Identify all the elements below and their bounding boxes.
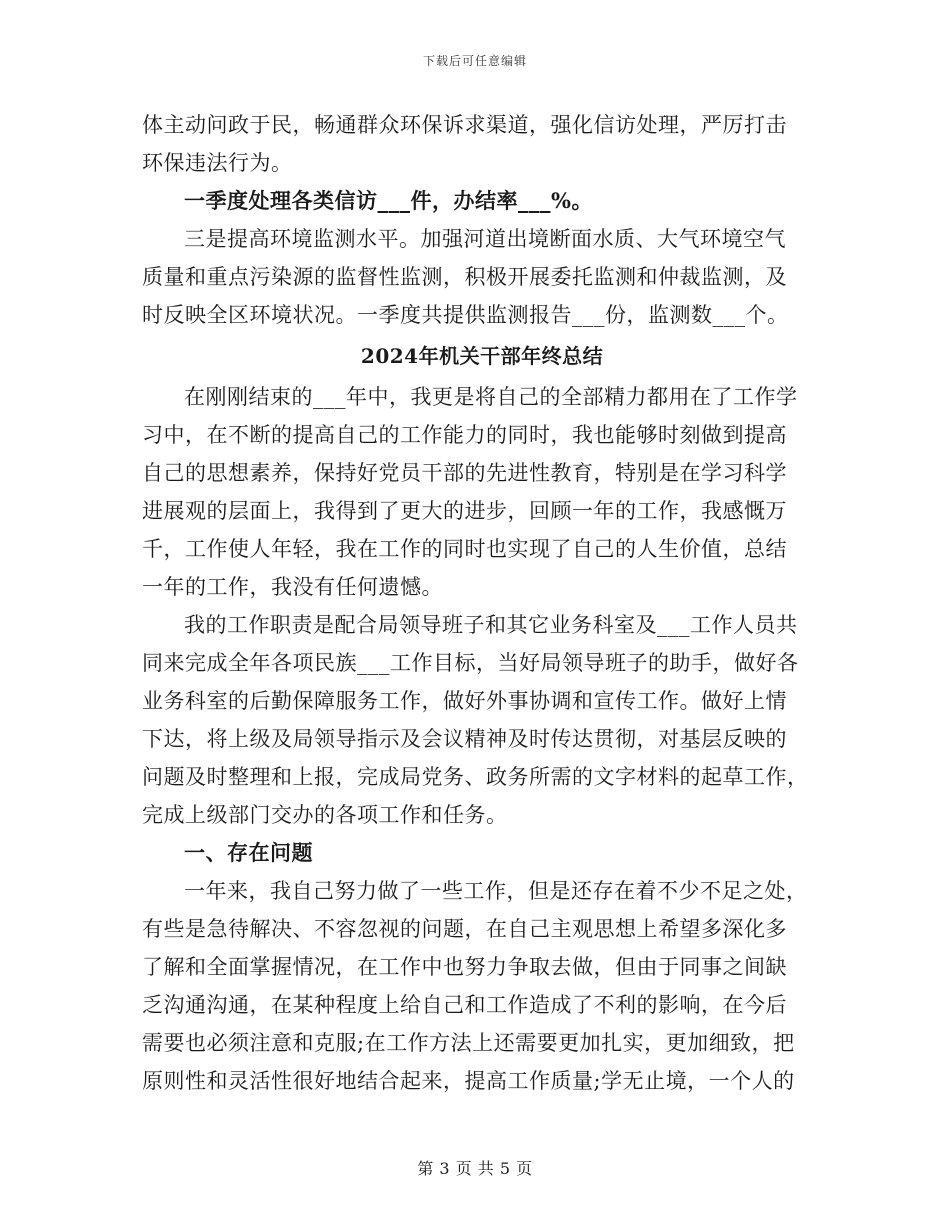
paragraph-line: 质量和重点污染源的监督性监测，积极开展委托监测和仲裁监测，及 (142, 265, 787, 289)
bold-statement-line: 一季度处理各类信访___件，办结率___%。 (184, 188, 593, 213)
paragraph-line: 有些是急待解决、不容忽视的问题，在自己主观思想上希望多深化多 (142, 917, 787, 941)
paragraph-line: 下达，将上级及局领导指示及会议精神及时传达贯彻，对基层反映的 (142, 727, 787, 751)
paragraph-line: 一年来，我自己努力做了一些工作，但是还存在着不少不足之处， (184, 879, 808, 903)
paragraph-line: 我的工作职责是配合局领导班子和其它业务科室及___工作人员共 (184, 613, 798, 637)
paragraph-line: 乏沟通沟通，在某种程度上给自己和工作造成了不利的影响，在今后 (142, 993, 787, 1017)
paragraph-line: 完成上级部门交办的各项工作和任务。 (142, 803, 508, 827)
page-header-note: 下载后可任意编辑 (422, 54, 527, 68)
paragraph-line: 三是提高环境监测水平。加强河道出境断面水质、大气环境空气 (184, 227, 786, 251)
subsection-heading: 一、存在问题 (184, 840, 313, 865)
paragraph-line: 千，工作使人年轻，我在工作的同时也实现了自己的人生价值，总结 (142, 537, 787, 561)
paragraph-line: 自己的思想素养，保持好党员干部的先进性教育，特别是在学习科学 (142, 461, 787, 485)
paragraph-line: 了解和全面掌握情况，在工作中也努力争取去做，但由于同事之间缺 (142, 955, 787, 979)
paragraph-line: 体主动问政于民，畅通群众环保诉求渠道，强化信访处理，严厉打击 (142, 113, 787, 137)
paragraph-line: 同来完成全年各项民族___工作目标，当好局领导班子的助手，做好各 (142, 651, 799, 675)
paragraph-line: 进展观的层面上，我得到了更大的进步，回顾一年的工作，我感慨万 (142, 499, 787, 523)
paragraph-line: 业务科室的后勤保障服务工作，做好外事协调和宣传工作。做好上情 (142, 689, 787, 713)
paragraph-line: 一年的工作，我没有任何遗憾。 (142, 575, 443, 599)
paragraph-line: 习中，在不断的提高自己的工作能力的同时，我也能够时刻做到提高 (142, 423, 787, 447)
page-number: 第 3 页 共 5 页 (417, 1159, 533, 1178)
paragraph-line: 原则性和灵活性很好地结合起来，提高工作质量;学无止境，一个人的 (142, 1069, 795, 1093)
section-title: 2024年机关干部年终总结 (360, 344, 604, 368)
paragraph-line: 问题及时整理和上报，完成局党务、政务所需的文字材料的起草工作， (142, 765, 809, 789)
paragraph-line: 在刚刚结束的___年中，我更是将自己的全部精力都用在了工作学 (184, 385, 798, 409)
paragraph-line: 时反映全区环境状况。一季度共提供监测报告___份，监测数___个。 (142, 303, 789, 327)
document-body (142, 106, 822, 1100)
paragraph-line: 需要也必须注意和克服;在工作方法上还需要更加扎实，更加细致，把 (142, 1031, 795, 1055)
paragraph-line: 环保违法行为。 (142, 151, 293, 175)
